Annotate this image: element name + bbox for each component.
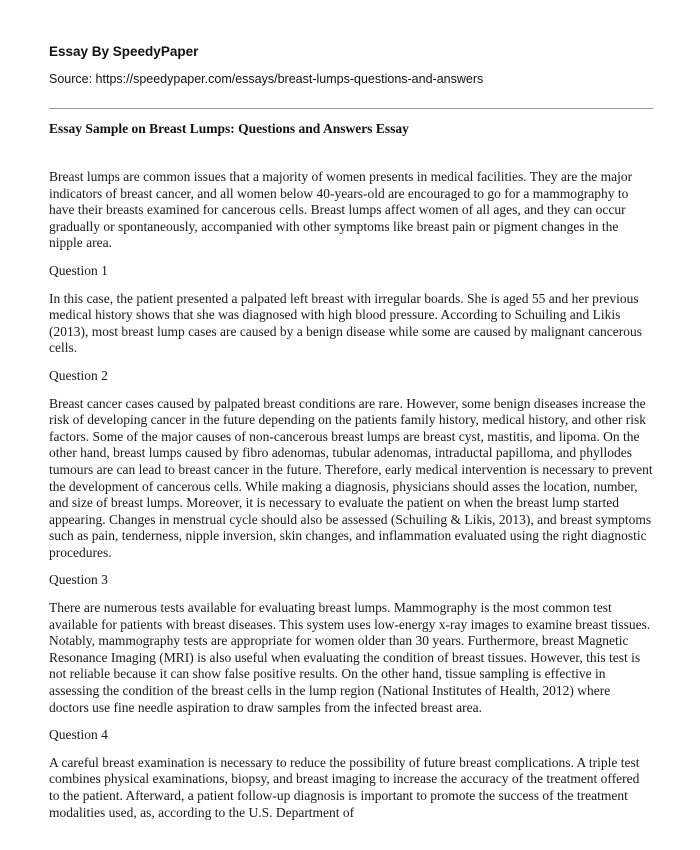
section-paragraph-question-4: A careful breast examination is necessary to reduce the possibility of future breast complications. A triple test combines physical examinations, biopsy, and breast imaging to increase the accuracy of the treatment offered to the patient. Afterward, a patient follow-up diagnosis is important to promote the success of the treatment modalities used, as, according to the U.S. Department of: [49, 754, 640, 820]
essay-title: Essay Sample on Breast Lumps: Questions and Answers Essay: [49, 121, 409, 136]
section-paragraph-question-1: In this case, the patient presented a palpated left breast with irregular boards. She is aged 55 and her previous medical history shows that she was diagnosed with high blood pressure. According to Schuiling and Likis (2013), most breast lump cases are caused by a benign disease while some are caused by malignant cancerous cells.: [49, 290, 643, 356]
section-heading-question-2: Question 2: [49, 367, 108, 383]
section-paragraph-question-2: Breast cancer cases caused by palpated breast conditions are rare. However, some benign diseases increase the risk of developing cancer in the future depending on the patients family history, medical history, and other risk factors. Some of the major causes of non-cancerous breast lumps are breast cyst, mastitis, and lipoma. On the other hand, breast lumps caused by fibro adenomas, tubular adenomas, intraductal papilloma, and phyllodes tumours are can lead to breast cancer in the future. Therefore, early medical intervention is necessary to prevent the development of cancerous cells. While making a diagnosis, physicians should asses the location, number, and size of breast lumps. Moreover, it is necessary to evaluate the patient on when the breast lump started appearing. Changes in menstrual cycle should also be assessed (Schuiling & Likis, 2013), and breast symptoms such as pain, tenderness, nipple inversion, skin changes, and inflammation evaluated using the right diagnostic procedures.: [49, 395, 653, 560]
essay-body: [49, 169, 653, 832]
document-header-title: Essay By SpeedyPaper: [49, 44, 199, 59]
section-heading-question-4: Question 4: [49, 727, 108, 743]
header-divider: [49, 108, 653, 109]
section-heading-question-3: Question 3: [49, 572, 108, 588]
section-heading-question-1: Question 1: [49, 262, 108, 278]
source-line: Source: https://speedypaper.com/essays/breast-lumps-questions-and-answers: [49, 72, 484, 86]
section-paragraph-question-3: There are numerous tests available for evaluating breast lumps. Mammography is the most common test available for patients with breast diseases. This system uses low-energy x-ray images to examine breast tissues. Notably, mammography tests are appropriate for women older than 30 years. Furthermore, breast Magnetic Resonance Imaging (MRI) is also useful when evaluating the condition of breast tissues. However, this test is not reliable because it can show false positive results. On the other hand, tissue sampling is effective in assessing the condition of the breast cells in the lump region (National Institutes of Health, 2012) where doctors use fine needle aspiration to draw samples from the infected breast area.: [49, 600, 651, 715]
intro-paragraph: Breast lumps are common issues that a majority of women presents in medical facilities. They are the major indicators of breast cancer, and all women below 40-years-old are encouraged to go for a mammography to have their breasts examined for cancerous cells. Breast lumps affect women of all ages, and they can occur gradually or spontaneously, accompanied with other symptoms like breast pain or pigment changes in the nipple area.: [49, 169, 633, 251]
